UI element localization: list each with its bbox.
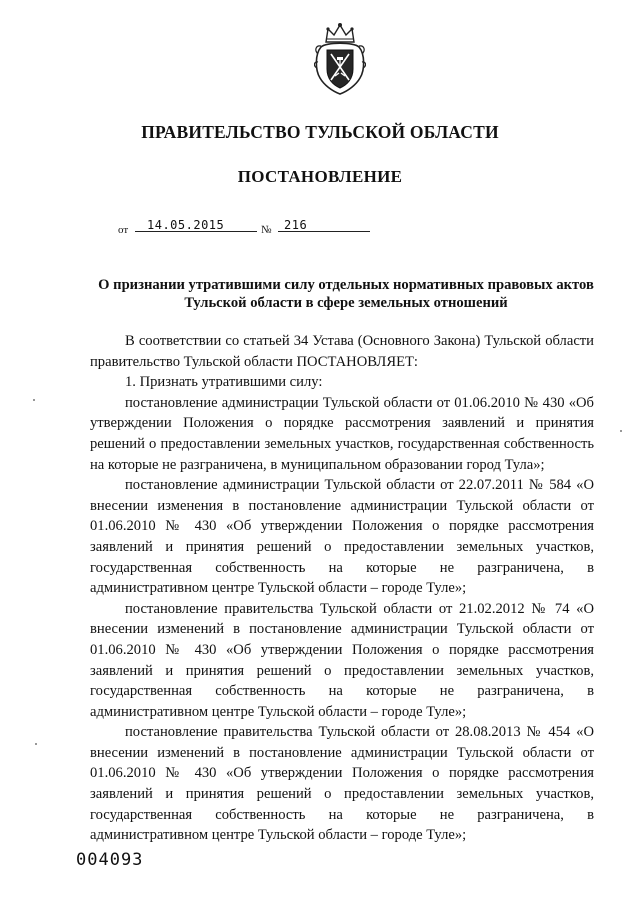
body-paragraph: постановление администрации Тульской области от 22.07.2011 № 584 «О внесении изменения в постановление администрации Тульской области от 01.06.2010 № 430 «Об утверждении Положения о порядке рассмотрения заявлений и принятия решений о предоставлении земельных участков, государственная собственность на которые не разграничена, в административном центре Тульской области – городе Туле»; xyxy=(90,477,594,597)
date-label: от xyxy=(118,224,129,236)
date-number-line xyxy=(118,218,378,236)
government-title: ПРАВИТЕЛЬСТВО ТУЛЬСКОЙ ОБЛАСТИ xyxy=(141,122,499,142)
body-paragraph: постановление администрации Тульской области от 01.06.2010 № 430 «Об утверждении Положения о порядке рассмотрения заявлений и принятия решений о предоставлении земельных участков, государственная собственность на которые не разграничена, в муниципальном образовании город Тула»; xyxy=(90,394,594,473)
body-paragraph: В соответствии со статьей 34 Устава (Основного Закона) Тульской области правительство Тульской области ПОСТАНОВЛЯЕТ: xyxy=(90,333,594,370)
body-paragraph: постановление правительства Тульской области от 28.08.2013 № 454 «О внесении изменений в постановление администрации Тульской области от 01.06.2010 № 430 «Об утверждении Положения о порядке рассмотрения заявлений и принятия решений о предоставлении земельных участков, государственная собственность на которые не разграничена, в административном центре Тульской области – городе Туле»; xyxy=(90,724,594,844)
number-label: № xyxy=(261,224,272,236)
document-body xyxy=(90,331,594,846)
serial-number: 004093 xyxy=(76,850,144,870)
date-field: 14.05.2015 xyxy=(135,218,257,232)
scan-speck xyxy=(35,743,37,745)
scan-speck xyxy=(620,430,622,432)
body-paragraph: 1. Признать утратившими силу: xyxy=(125,374,323,391)
scan-speck xyxy=(33,399,35,401)
coat-of-arms-icon xyxy=(314,20,366,96)
document-subject: О признании утратившими силу отдельных нормативных правовых актов Тульской области в сфере земельных отношений xyxy=(98,277,594,311)
document-type: ПОСТАНОВЛЕНИЕ xyxy=(237,167,403,186)
body-paragraph: постановление правительства Тульской области от 21.02.2012 № 74 «О внесении изменений в постановление администрации Тульской области от 01.06.2010 № 430 «Об утверждении Положения о порядке рассмотрения заявлений и принятия решений о предоставлении земельных участков, государственная собственность на которые не разграничена, в административном центре Тульской области – городе Туле»; xyxy=(90,600,594,720)
number-field: 216 xyxy=(278,218,370,232)
